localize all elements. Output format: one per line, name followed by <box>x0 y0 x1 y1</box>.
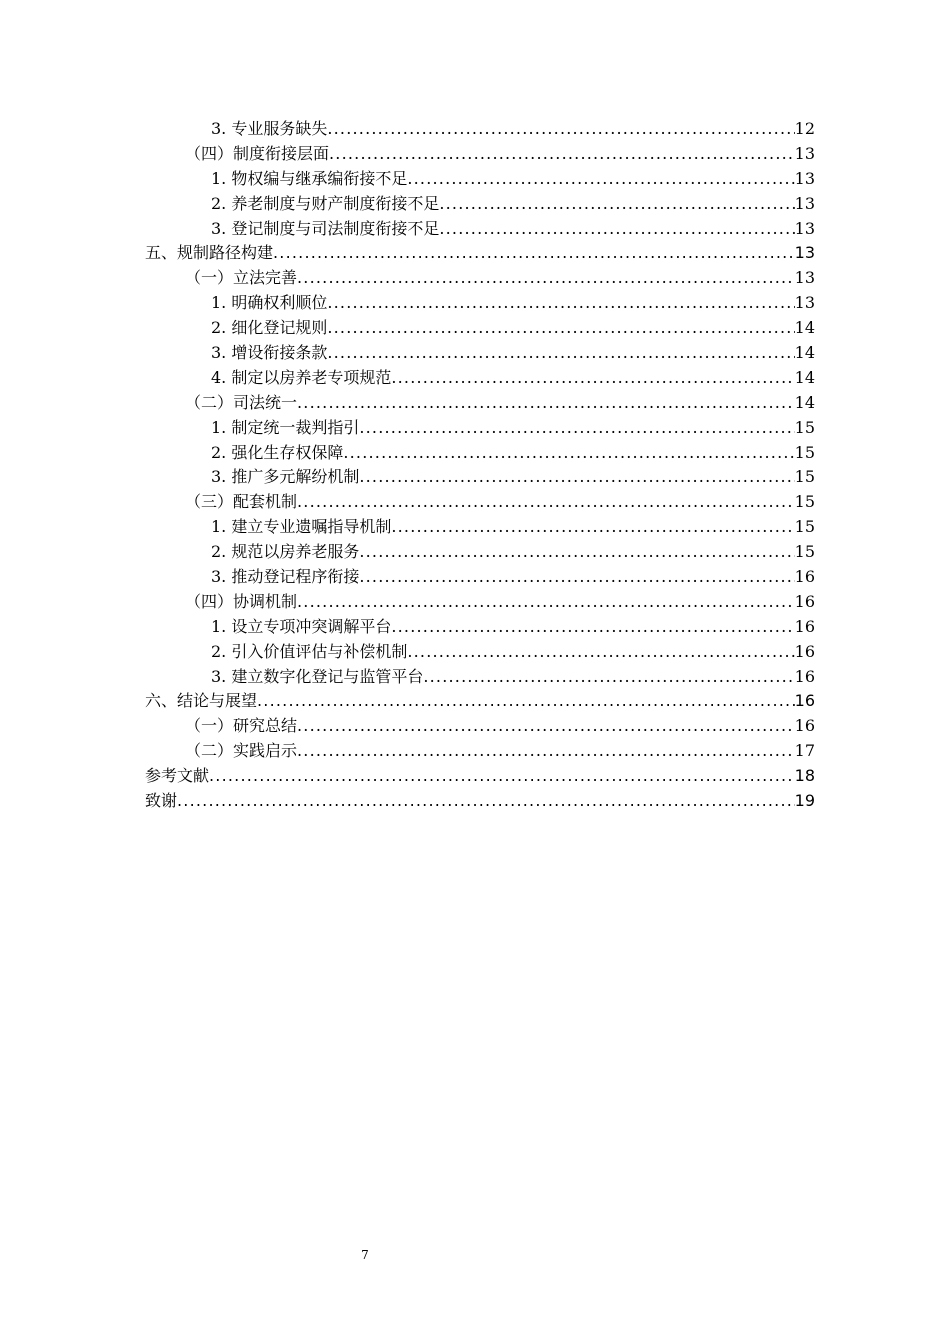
toc-entry-label: 3. 推动登记程序衔接 <box>211 567 360 587</box>
toc-entry[interactable] <box>145 240 815 265</box>
toc-entry-label: 4. 制定以房养老专项规范 <box>211 367 392 387</box>
dot-leader <box>423 667 794 686</box>
toc-entry-label: 2. 细化登记规则 <box>211 318 328 338</box>
toc-entry[interactable] <box>145 166 815 191</box>
dot-leader <box>359 542 794 561</box>
toc-entry[interactable] <box>145 514 815 539</box>
toc-entry-label: 1. 制定统一裁判指引 <box>211 417 360 437</box>
toc-entry-page: 14 <box>794 367 815 387</box>
dot-leader <box>327 318 794 337</box>
dot-leader <box>407 642 794 661</box>
dot-leader <box>297 716 795 735</box>
toc-entry[interactable] <box>145 340 815 365</box>
toc-entry-label: 1. 物权编与继承编衔接不足 <box>211 168 408 188</box>
dot-leader <box>407 169 794 188</box>
toc-entry[interactable] <box>145 763 815 788</box>
page-number: 7 <box>361 1248 369 1262</box>
toc-entry-page: 13 <box>794 293 815 313</box>
toc-entry-label: 3. 推广多元解纷机制 <box>211 467 360 487</box>
toc-entry-label: 1. 建立专业遗嘱指导机制 <box>211 517 392 537</box>
dot-leader <box>391 368 794 387</box>
toc-entry-page: 16 <box>794 691 815 711</box>
toc-entry-page: 16 <box>794 716 815 736</box>
toc-entry-page: 16 <box>794 641 815 661</box>
toc-entry-label: 参考文献 <box>145 766 210 786</box>
toc-entry[interactable] <box>145 539 815 564</box>
toc-entry-label: 2. 强化生存权保障 <box>211 442 344 462</box>
toc-entry-label: （一）立法完善 <box>185 268 298 288</box>
toc-entry[interactable] <box>145 738 815 763</box>
toc-entry-page: 17 <box>794 741 815 761</box>
toc-entry-page: 14 <box>794 343 815 363</box>
toc-entry-label: 3. 增设衔接条款 <box>211 343 328 363</box>
dot-leader <box>343 443 794 462</box>
toc-entry-page: 13 <box>794 143 815 163</box>
dot-leader <box>439 194 794 213</box>
toc-entry-label: 3. 登记制度与司法制度衔接不足 <box>211 218 440 238</box>
dot-leader <box>327 293 794 312</box>
dot-leader <box>297 393 795 412</box>
toc-entry-label: 1. 明确权利顺位 <box>211 293 328 313</box>
dot-leader <box>297 492 795 511</box>
toc-entry[interactable] <box>145 639 815 664</box>
toc-entry-page: 13 <box>794 268 815 288</box>
toc-entry-page: 15 <box>794 542 815 562</box>
toc-entry-page: 12 <box>794 119 815 138</box>
toc-entry[interactable] <box>145 290 815 315</box>
toc-entry[interactable] <box>145 564 815 589</box>
toc-entry-page: 16 <box>794 666 815 686</box>
toc-entry-label: （二）实践启示 <box>185 741 298 761</box>
toc-entry[interactable] <box>145 315 815 340</box>
dot-leader <box>439 219 794 238</box>
dot-leader <box>177 791 795 810</box>
toc-entry-label: （二）司法统一 <box>185 392 298 412</box>
toc-entry-label: 2. 养老制度与财产制度衔接不足 <box>211 193 440 213</box>
toc-entry[interactable] <box>145 265 815 290</box>
toc-entry-label: 1. 设立专项冲突调解平台 <box>211 616 392 636</box>
toc-entry-label: （三）配套机制 <box>185 492 298 512</box>
toc-entry-label: 2. 引入价值评估与补偿机制 <box>211 641 408 661</box>
toc-entry-label: 2. 规范以房养老服务 <box>211 542 360 562</box>
toc-entry[interactable] <box>145 688 815 713</box>
toc-entry-label: （四）协调机制 <box>185 591 298 611</box>
toc-entry-page: 15 <box>794 467 815 487</box>
dot-leader <box>329 144 795 163</box>
dot-leader <box>257 691 795 710</box>
toc-entry-page: 14 <box>794 318 815 338</box>
toc-entry-page: 19 <box>794 791 815 811</box>
toc-entry[interactable] <box>145 614 815 639</box>
dot-leader <box>359 467 794 486</box>
toc-entry-page: 15 <box>794 517 815 537</box>
dot-leader <box>297 592 795 611</box>
toc-entry[interactable] <box>145 116 815 141</box>
toc-entry[interactable] <box>145 365 815 390</box>
toc-entry-label: （四）制度衔接层面 <box>185 143 330 163</box>
toc-entry[interactable] <box>145 489 815 514</box>
toc-entry-label: 3. 专业服务缺失 <box>211 119 328 138</box>
dot-leader <box>209 766 795 785</box>
toc-entry-label: 3. 建立数字化登记与监管平台 <box>211 666 424 686</box>
dot-leader <box>359 567 794 586</box>
toc-entry-page: 15 <box>794 442 815 462</box>
toc-entry[interactable] <box>145 216 815 241</box>
toc-entry[interactable] <box>145 415 815 440</box>
toc-entry-label: 致谢 <box>145 791 178 811</box>
toc-entry[interactable] <box>145 713 815 738</box>
toc-entry-page: 16 <box>794 616 815 636</box>
toc-entry[interactable] <box>145 664 815 689</box>
dot-leader <box>273 243 795 262</box>
toc-entry-page: 13 <box>794 243 815 263</box>
toc-entry[interactable] <box>145 141 815 166</box>
dot-leader <box>327 119 794 138</box>
toc-entry[interactable] <box>145 191 815 216</box>
dot-leader <box>359 418 794 437</box>
toc-entry-page: 15 <box>794 417 815 437</box>
toc-entry-label: （一）研究总结 <box>185 716 298 736</box>
toc-entry-page: 13 <box>794 218 815 238</box>
dot-leader <box>391 517 794 536</box>
toc-entry-page: 18 <box>794 766 815 786</box>
toc-entry-page: 16 <box>794 591 815 611</box>
toc-entry[interactable] <box>145 440 815 465</box>
dot-leader <box>297 268 795 287</box>
toc-entry-label: 五、规制路径构建 <box>145 243 274 263</box>
toc-entry[interactable] <box>145 589 815 614</box>
table-of-contents <box>145 116 815 813</box>
toc-entry-page: 15 <box>794 492 815 512</box>
dot-leader <box>297 741 795 760</box>
toc-entry-page: 16 <box>794 567 815 587</box>
toc-entry[interactable] <box>145 464 815 489</box>
dot-leader <box>391 617 794 636</box>
toc-entry-page: 14 <box>794 392 815 412</box>
toc-entry-label: 六、结论与展望 <box>145 691 258 711</box>
dot-leader <box>327 343 794 362</box>
toc-entry-page: 13 <box>794 168 815 188</box>
toc-entry[interactable] <box>145 788 815 813</box>
toc-entry[interactable] <box>145 390 815 415</box>
toc-entry-page: 13 <box>794 193 815 213</box>
